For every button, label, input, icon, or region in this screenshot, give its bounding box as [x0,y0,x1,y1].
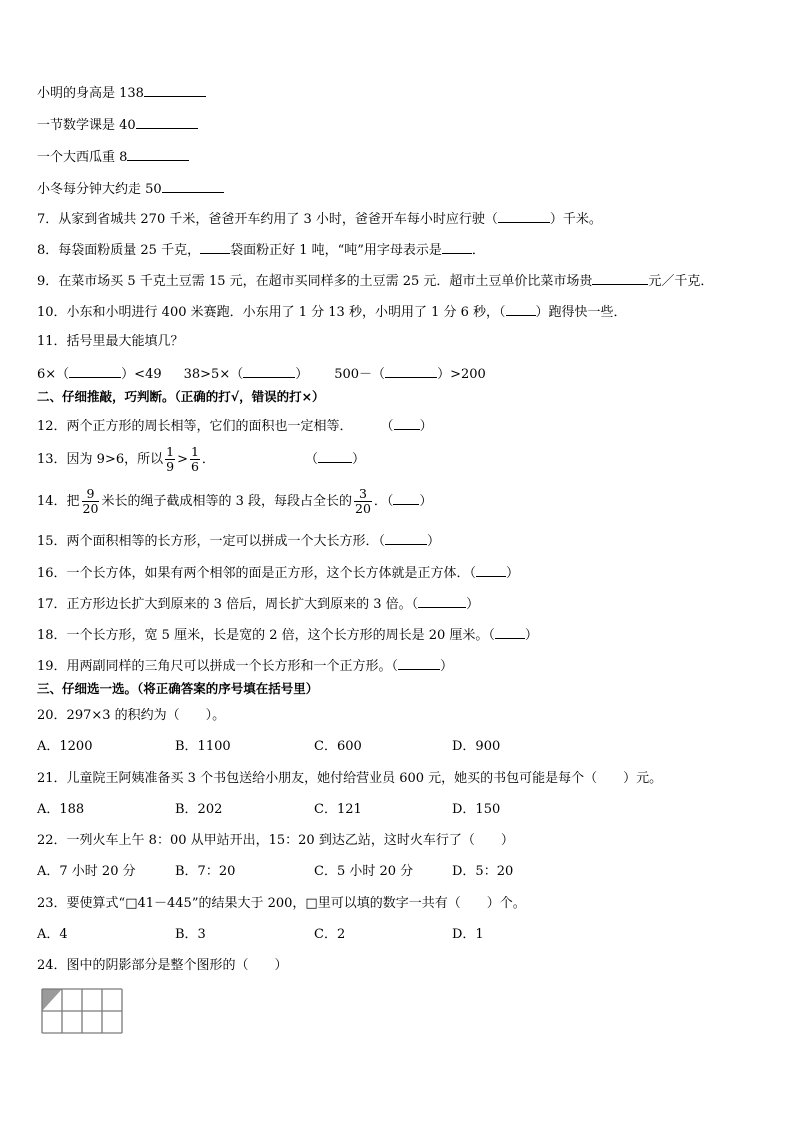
shaded-triangle [42,989,62,1011]
option-a[interactable]: A．7 小时 20 分 [37,864,136,879]
question-14: 14．把 $\frac{9}{20}$ 米长的绳子截成相等的 3 段，每段占全长的 $\frac{3}{20}$ ．（ ） [37,486,433,516]
fill-item-height: 小明的身高是 138 [37,83,206,102]
option-d[interactable]: D．5：20 [452,864,514,879]
question-8: 8．每袋面粉质量 25 千克， 袋面粉正好 1 吨，“吨”用字母表示是 ． [37,240,485,259]
question-22: 22．一列火车上午 8：00 从甲站开出，15：20 到达乙站，这时火车行了（ ） [37,833,514,848]
answer-blank[interactable] [418,594,466,608]
answer-blank[interactable] [318,449,352,463]
answer-blank[interactable] [200,240,230,254]
question-20: 20．297×3 的积约为（ ）。 [37,708,226,723]
option-c[interactable]: C．2 [314,927,346,942]
answer-blank[interactable] [393,491,419,505]
option-d[interactable]: D．1 [452,927,484,942]
section-2-heading: 二、仔细推敲，巧判断。（正确的打√，错误的打×） [37,389,325,404]
answer-blank[interactable] [385,531,427,545]
question-21: 21．儿童院王阿姨准备买 3 个书包送给小朋友，她付给营业员 600 元，她买的书包可能是每个（ ）元。 [37,771,663,786]
question-17: 17．正方形边长扩大到原来的 3 倍后，周长扩大到原来的 3 倍。（ ） [37,594,479,613]
answer-blank[interactable] [398,656,440,670]
section-3-heading: 三、仔细选一选。（将正确答案的序号填在括号里） [37,681,319,696]
question-12: 12．两个正方形的周长相等，它们的面积也一定相等． （ ） [37,416,433,435]
fill-item-watermelon: 一个大西瓜重 8 [37,147,189,166]
answer-blank[interactable] [69,364,121,378]
answer-blank[interactable] [592,271,648,285]
answer-blank[interactable] [476,563,506,577]
question-16: 16．一个长方体，如果有两个相邻的面是正方形，这个长方体就是正方体．（ ） [37,563,519,582]
option-d[interactable]: D．900 [452,739,501,754]
fraction: $\frac{1}{9}$ [166,444,175,474]
answer-blank[interactable] [498,209,550,223]
question-9: 9．在菜市场买 5 千克土豆需 15 元，在超市买同样多的土豆需 25 元．超市土豆单价比菜市场贵 元／千克． [37,271,713,290]
option-a[interactable]: A．1200 [37,739,93,754]
option-b[interactable]: B．202 [175,802,223,817]
answer-blank[interactable] [495,625,525,639]
answer-blank[interactable] [162,179,224,193]
option-a[interactable]: A．4 [37,927,68,942]
option-b[interactable]: B．3 [175,927,206,942]
question-11-parts: 6×（ ）<49 38>5×（ ） 500－（ ）>200 [37,364,486,383]
option-c[interactable]: C．600 [314,739,362,754]
fraction: $\frac{3}{20}$ [355,486,371,516]
answer-blank[interactable] [442,240,472,254]
answer-blank[interactable] [506,302,536,316]
question-13: 13．因为 9>6，所以 $\frac{1}{9}$ > $\frac{1}{6}$ ． （ ） [37,444,365,474]
answer-blank[interactable] [243,364,295,378]
option-c[interactable]: C．121 [314,802,362,817]
answer-blank[interactable] [136,115,198,129]
option-b[interactable]: B．1100 [175,739,231,754]
answer-blank[interactable] [385,364,437,378]
option-b[interactable]: B．7：20 [175,864,236,879]
question-11: 11．括号里最大能填几？ [37,334,184,349]
question-7: 7．从家到省城共 270 千米，爸爸开车约用了 3 小时，爸爸开车每小时应行驶（ ）千米。 [37,209,602,228]
question-19: 19．用两副同样的三角尺可以拼成一个长方形和一个正方形。（ ） [37,656,453,675]
question-23: 23．要使算式“□41－445”的结果大于 200，□里可以填的数字一共有（ ）个。 [37,896,526,911]
question-15: 15．两个面积相等的长方形，一定可以拼成一个大长方形．（ ） [37,531,440,550]
option-d[interactable]: D．150 [452,802,501,817]
fraction: $\frac{9}{20}$ [82,486,99,516]
question-10: 10．小东和小明进行 400 米赛跑．小东用了 1 分 13 秒，小明用了 1 分 6 秒，（ ）跑得快一些． [37,302,627,321]
fraction: $\frac{1}{6}$ [190,444,199,474]
fill-item-class: 一节数学课是 40 [37,115,198,134]
question-24: 24．图中的阴影部分是整个图形的（ ） [37,958,288,973]
answer-blank[interactable] [127,147,189,161]
question-18: 18．一个长方形，宽 5 厘米，长是宽的 2 倍，这个长方形的周长是 20 厘米。（ ） [37,625,538,644]
answer-blank[interactable] [144,83,206,97]
answer-blank[interactable] [394,416,420,430]
option-c[interactable]: C．5 小时 20 分 [314,864,414,879]
grid-figure [41,988,125,1036]
fill-item-walk: 小冬每分钟大约走 50 [37,179,224,198]
option-a[interactable]: A．188 [37,802,85,817]
